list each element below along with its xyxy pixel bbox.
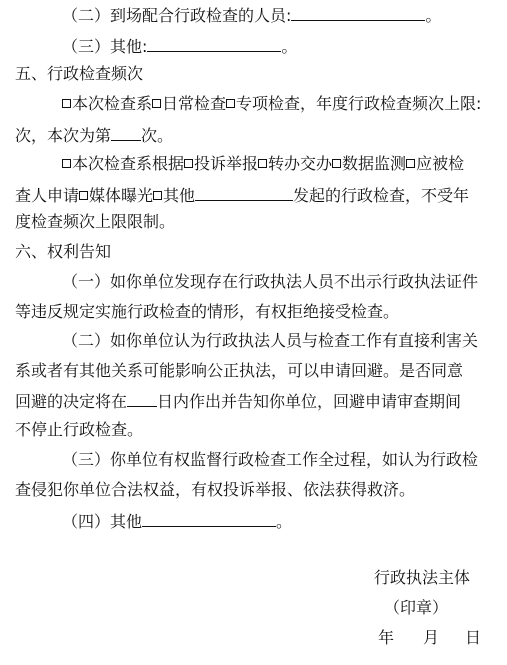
rights-4-line bbox=[62, 510, 292, 530]
text: 查人申请 bbox=[15, 186, 80, 205]
enforcement-subject: 行政执法主体 bbox=[374, 568, 471, 587]
rights-2-line2: 系或者有其他关系可能影响公正执法，可以申请回避。是否同意 bbox=[15, 361, 464, 380]
option-other: 其他 bbox=[163, 186, 196, 205]
option-complaint: 投诉举报 bbox=[194, 154, 259, 173]
text: 次，本次为第 bbox=[15, 126, 112, 145]
basis-line2 bbox=[15, 184, 469, 204]
date-month: 月 bbox=[423, 628, 440, 647]
rights-1-line2: 等违反规定实施行政检查的情形，有权拒绝接受检查。 bbox=[15, 302, 400, 321]
checkbox-icon[interactable] bbox=[62, 99, 71, 108]
checkbox-icon[interactable] bbox=[184, 159, 193, 168]
times-blank[interactable] bbox=[111, 124, 141, 141]
seal-label: （印章） bbox=[384, 598, 449, 617]
rights-other-blank[interactable] bbox=[142, 510, 276, 527]
rights-2-line1: （二）如你单位认为行政执法人员与检查工作有直接利害关 bbox=[62, 331, 479, 350]
item3-blank[interactable] bbox=[147, 35, 281, 52]
item2-label: （二）到场配合行政检查的人员: bbox=[62, 6, 292, 25]
checkbox-icon[interactable] bbox=[406, 159, 415, 168]
option-transfer: 转办交办 bbox=[268, 154, 333, 173]
rights-2-line4: 不停止行政检查。 bbox=[15, 420, 144, 439]
basis-line3: 度检查频次上限限制。 bbox=[15, 212, 176, 231]
rights-1-line1: （一）如你单位发现存在行政执法人员不出示行政执法证件 bbox=[62, 272, 479, 291]
rights-3-line1: （三）你单位有权监督行政检查工作全过程，如认为行政检 bbox=[62, 450, 479, 469]
frequency-line1 bbox=[62, 94, 481, 114]
checkbox-icon[interactable] bbox=[258, 159, 267, 168]
item2-blank[interactable] bbox=[291, 4, 425, 21]
item3-end: 。 bbox=[281, 37, 298, 56]
text: 发起的行政检查，不受年 bbox=[293, 186, 470, 205]
option-daily: 日常检查 bbox=[162, 94, 227, 113]
checkbox-icon[interactable] bbox=[332, 159, 341, 168]
checkbox-icon[interactable] bbox=[153, 191, 162, 200]
rights-2-line3 bbox=[15, 390, 461, 410]
checkbox-icon[interactable] bbox=[226, 99, 235, 108]
checkbox-icon[interactable] bbox=[62, 159, 71, 168]
text: 本次检查系 bbox=[72, 94, 153, 113]
item2-end: 。 bbox=[425, 6, 442, 25]
text: 日内作出并告知你单位，回避申请审查期间 bbox=[157, 392, 462, 411]
item3-line bbox=[62, 35, 297, 55]
days-blank[interactable] bbox=[127, 390, 157, 407]
text: 。 bbox=[276, 512, 293, 531]
other-blank[interactable] bbox=[195, 184, 293, 201]
option-apply: 应被检 bbox=[416, 154, 465, 173]
text: 回避的决定将在 bbox=[15, 392, 128, 411]
date-year: 年 bbox=[378, 628, 395, 647]
checkbox-icon[interactable] bbox=[152, 99, 161, 108]
item3-label: （三）其他: bbox=[62, 37, 148, 56]
text: 次。 bbox=[141, 126, 174, 145]
section6-heading: 六、权利告知 bbox=[15, 242, 112, 261]
checkbox-icon[interactable] bbox=[79, 191, 88, 200]
basis-line1 bbox=[62, 154, 464, 174]
option-data: 数据监测 bbox=[342, 154, 407, 173]
section5-heading: 五、行政检查频次 bbox=[15, 64, 144, 83]
frequency-line2 bbox=[15, 124, 173, 144]
text: （四）其他 bbox=[62, 512, 143, 531]
date-day: 日 bbox=[465, 628, 482, 647]
option-special: 专项检查，年度行政检查频次上限: bbox=[236, 94, 482, 113]
option-media: 媒体曝光 bbox=[89, 186, 154, 205]
rights-3-line2: 查侵犯你单位合法权益，有权投诉举报、依法获得救济。 bbox=[15, 480, 416, 499]
item2-line bbox=[62, 4, 441, 24]
text: 本次检查系根据 bbox=[72, 154, 185, 173]
